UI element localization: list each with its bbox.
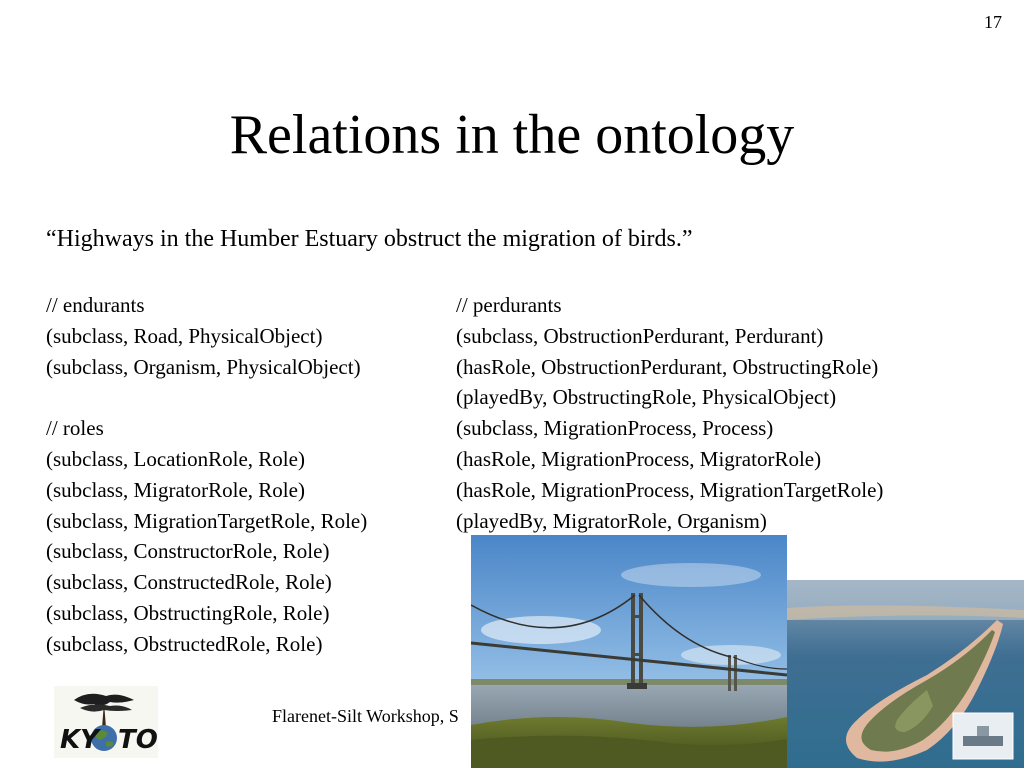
list-item: (subclass, Road, PhysicalObject) bbox=[46, 323, 323, 348]
svg-text:TO: TO bbox=[118, 725, 158, 755]
list-item: (subclass, ConstructedRole, Role) bbox=[46, 570, 332, 595]
list-item: (hasRole, ObstructionPerdurant, ObstructingRole) bbox=[456, 354, 879, 379]
estuary-spit-photo bbox=[787, 580, 1024, 768]
list-item: (subclass, ConstructorRole, Role) bbox=[46, 539, 330, 564]
list-item bbox=[46, 382, 367, 413]
slide-number: 17 bbox=[984, 12, 1002, 32]
slide-title: Relations in the ontology bbox=[229, 104, 795, 166]
list-item: (subclass, MigrationProcess, Process) bbox=[456, 416, 774, 441]
list-item: // perdurants bbox=[456, 293, 562, 317]
list-item: // endurants bbox=[46, 293, 145, 317]
list-item: (subclass, Organism, PhysicalObject) bbox=[46, 354, 361, 379]
list-item: (hasRole, MigrationProcess, MigratorRole) bbox=[456, 446, 822, 471]
list-item: (subclass, LocationRole, Role) bbox=[46, 446, 305, 471]
list-item: (subclass, ObstructedRole, Role) bbox=[46, 631, 323, 656]
list-item: (playedBy, MigratorRole, Organism) bbox=[456, 508, 767, 533]
list-item: // roles bbox=[46, 416, 104, 441]
kyoto-logo bbox=[54, 686, 158, 758]
list-item: (subclass, MigrationTargetRole, Role) bbox=[46, 508, 368, 533]
bridge-photo bbox=[471, 535, 787, 768]
left-column bbox=[46, 290, 367, 660]
footer-text: Flarenet-Silt Workshop, S bbox=[272, 706, 459, 726]
list-item: (subclass, ObstructionPerdurant, Perdurant) bbox=[456, 323, 824, 348]
list-item: (subclass, MigratorRole, Role) bbox=[46, 477, 305, 502]
list-item: (hasRole, MigrationProcess, MigrationTargetRole) bbox=[456, 477, 884, 502]
list-item: (playedBy, ObstructingRole, PhysicalObject) bbox=[456, 385, 837, 410]
example-sentence: “Highways in the Humber Estuary obstruct the migration of birds.” bbox=[46, 226, 693, 252]
right-column bbox=[456, 290, 883, 536]
list-item: (subclass, ObstructingRole, Role) bbox=[46, 600, 330, 625]
svg-text:KY: KY bbox=[60, 725, 99, 755]
